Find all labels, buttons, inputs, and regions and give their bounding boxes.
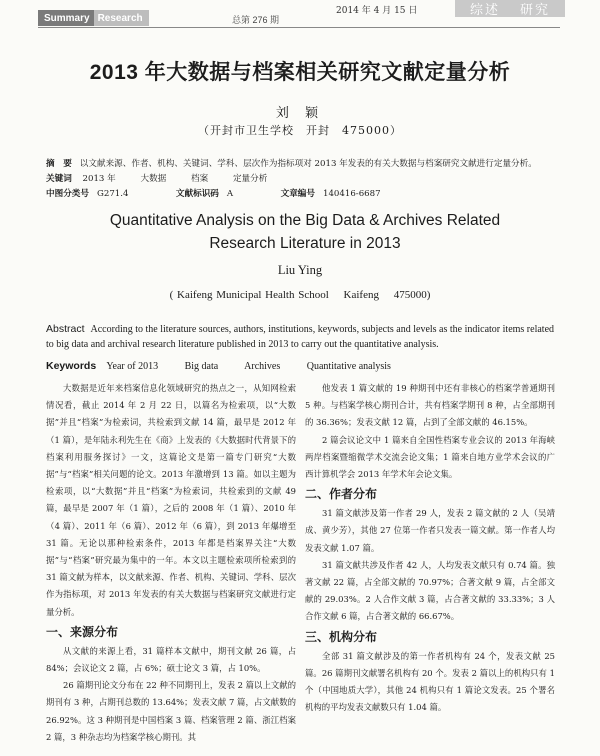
clc-label: 中图分类号 (46, 188, 89, 198)
keyword-cn: 档案 (191, 174, 209, 184)
body-column-left (46, 380, 296, 746)
title-english-line-2: Research Literature in 2013 (209, 235, 401, 252)
article-id-value: 140416-6687 (322, 189, 381, 199)
doc-code-label: 文献标识码 (175, 188, 219, 198)
affiliation-english: ( Kaifeng Municipal Health School Kaifeng 475000) (169, 289, 431, 301)
body-paragraph: 31 篇文献涉及第一作者 29 人，发表 2 篇文献的 2 人（吴靖成、黄少芳），其他 27 位第一作者只发表一篇文献。第一作者人均发表文献 1.07 篇。 (305, 508, 555, 553)
body-paragraph: 2 篇会议论文中 1 篇来自全国性档案专业会议的 2013 年海峡两岸档案暨缩微学术交流会论文集；1 篇来自地方业学术会议的广西计算机学会 2013 年学术年会论文集。 (305, 434, 555, 480)
keywords-chinese-label: 关键词 (46, 173, 72, 183)
section-tag (38, 10, 149, 26)
keyword-cn: 大数据 (140, 174, 167, 184)
section-label-box (455, 0, 565, 17)
author-chinese: 刘 颖 (275, 106, 325, 121)
affiliation-chinese: （开封市卫生学校 开封 475000） (198, 124, 402, 137)
classification-line (46, 187, 381, 200)
section-heading-authors: 二、作者分布 (305, 487, 378, 502)
keywords-english (46, 360, 415, 372)
section-tag-summary: Summary (38, 10, 94, 26)
section-heading-source: 一、来源分布 (46, 624, 119, 639)
body-paragraph: 26 篇期刊论文分布在 22 种不同期刊上，发表 2 篇以上文献的期刊有 3 种，占期刊总数的 13.64%；发表文献 7 篇，占文献数的 26.92%。这 3 种期刊是中国档案 3 篇、档案管理 2 篇、浙江档案 2 篇，3 种杂志均为档案学核心期刊。其 (46, 680, 296, 742)
header-divider (38, 27, 560, 28)
body-column-right (305, 380, 555, 716)
abstract-chinese-text: 以文献来源、作者、机构、关键词、学科、层次作为指标项对 2013 年发表的有关大数据与档案研究文献进行定量分析。 (79, 159, 537, 169)
abstract-chinese (46, 157, 537, 170)
issue-number: 总第 276 期 (232, 15, 280, 25)
article-id-label: 文章编号 (280, 188, 315, 198)
keywords-chinese (46, 172, 267, 185)
body-paragraph: 全部 31 篇文献涉及的第一作者机构有 24 个，发表文献 25 篇。26 篇期刊文献署名机构有 20 个。发表 2 篇以上的机构只有 1 个（中国地质大学），其他 24 机构只有 1 篇论文发表。25 个署名机构的平均发表文献数只有 1.04 篇。 (305, 650, 555, 713)
author-english: Liu Ying (277, 263, 323, 277)
keyword-en: Year of 2013 (106, 361, 159, 372)
abstract-english-text: According to the literature sources, authors, institutions, keywords, subjects and levels as the indicator items related to big data and archival research literature published in 2013 to carry out the quantitative analysis. (46, 324, 555, 350)
title-chinese: 2013 年大数据与档案相关研究文献定量分析 (89, 61, 511, 84)
abstract-chinese-label: 摘 要 (46, 158, 72, 168)
section-heading-institutions: 三、机构分布 (305, 629, 378, 644)
keyword-en: Big data (184, 361, 219, 372)
section-label-review: 综述 (469, 3, 500, 18)
abstract-english (46, 322, 558, 352)
doc-code-value: A (226, 189, 234, 199)
keywords-english-label: Keywords (46, 360, 97, 372)
title-english (40, 209, 570, 255)
body-paragraph: 大数据是近年来档案信息化领域研究的热点之一，从知网检索情况看，截止 2014 年 2 月 22 日，以篇名为检索项，以“大数据”并且“档案”为检索词，共检索到文献 14 篇，最早是 2012 年（1 篇），是年陆永利先生在《商》上发表的《大数据时代背景下的档案利用服务探讨》一文，这篇论文是第一篇专门研究“大数据”与“档案”相关问题的论文。2013 年激增到 13 篇。如以主题为检索项，以“大数据”并且“档案”为检索词，共检索到的文献 49 篇，最早是 2007 年（1 篇），之后的 2008 年（1 篇）、2010 年（4 篇）、2011 年（6 篇）、2012 年（6 篇），到 2013 年爆增至 31 篇。无论以那种检索条件，2013 年都是档案界关注“大数据”与“档案”研究最为集中的一年。本文以主题检索项所检索到的 31 篇文献为样本，以文献来源、作者、机构、关键词、学科、层次作为指标项，对 2013 年发表的有关大数据与档案研究文献进行定量分析。 (46, 383, 296, 617)
body-paragraph: 31 篇文献共涉及作者 42 人，人均发表文献只有 0.74 篇。独著文献 22 篇，占全部文献的 70.97%；合著文献 9 篇，占全部文献的 29.03%。2 人合作文献 3 篇，占合著文献的 33.33%；3 人合作文献 6 篇，占合著文献的 66.67%。 (305, 559, 555, 622)
section-label-research: 研究 (520, 3, 551, 18)
section-tag-research: Research (94, 10, 149, 26)
keyword-cn: 2013 年 (82, 174, 116, 184)
body-paragraph: 从文献的来源上看，31 篇样本文献中，期刊文献 26 篇，占 84%；会议论文 2 篇，占 6%；硕士论文 3 篇，占 10%。 (46, 645, 296, 674)
abstract-english-label: Abstract (46, 323, 85, 335)
title-english-line-1: Quantitative Analysis on the Big Data & Archives Related (109, 212, 501, 229)
keyword-en: Quantitative analysis (306, 361, 391, 372)
body-paragraph: 他发表 1 篇文献的 19 种期刊中还有非核心的档案学普通期刊 5 种。与档案学核心期刊合计，共有档案学期刊 8 种，占全部期刊的 36.36%；发表文献 12 篇，占到了全部文献的 46.15%。 (305, 383, 555, 428)
keyword-cn: 定量分析 (232, 174, 268, 184)
keyword-en: Archives (244, 361, 281, 372)
publication-date: 2014 年 4 月 15 日 (336, 6, 418, 16)
clc-value: G271.4 (96, 189, 129, 199)
